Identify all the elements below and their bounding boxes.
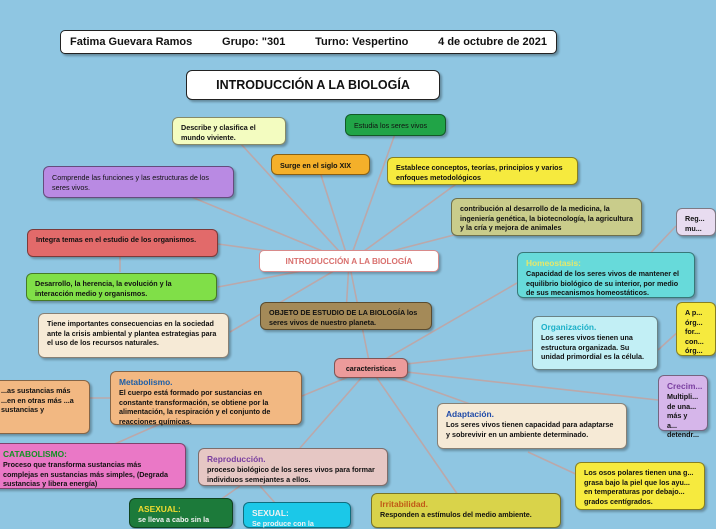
node-adaptacion[interactable] <box>437 403 627 449</box>
node-adaptacion-title: Adaptación. <box>446 409 494 419</box>
node-asexual[interactable] <box>129 498 233 528</box>
node-establece-text: Establece conceptos, teorías, principios y varios enfoques metodológicos <box>396 163 563 182</box>
node-org-example[interactable] <box>676 302 716 356</box>
node-desarrollo-text: Desarrollo, la herencia, la evolución y la interacción medio y organismos. <box>35 279 172 298</box>
node-asexual-text: se lleva a cabo sin la <box>138 515 210 525</box>
node-osos-text: Los osos polares tienen una g... grasa bajo la piel que los ayu... en temperaturas por debajo... grados centígrados. <box>584 468 694 506</box>
connector-crecimiento <box>370 368 658 400</box>
node-caracteristicas[interactable] <box>334 358 408 378</box>
node-sexual[interactable] <box>243 502 351 528</box>
node-crecimiento-text: Multipli... de una... más y a... detendr... <box>667 392 699 440</box>
node-describe[interactable] <box>172 117 286 145</box>
node-organizacion-text: Los seres vivos tienen una estructura organizada. Su unidad primordial es la célula. <box>541 333 645 362</box>
node-reg-text: Reg... mu... <box>685 214 705 233</box>
node-reg[interactable] <box>676 208 716 236</box>
node-org-example-text: A p... órg... for... con... órg... <box>685 308 704 355</box>
node-anabolismo-text: ...as sustancias más ...en en otras más ...a sustancias y <box>1 386 74 414</box>
node-metabolismo[interactable] <box>110 371 302 425</box>
node-osos[interactable] <box>575 462 705 510</box>
node-comprende-text: Comprende las funciones y las estructuras de los seres vivos. <box>52 173 210 192</box>
node-contribucion[interactable] <box>451 198 642 236</box>
node-siglo-text: Surge en el siglo XIX <box>280 161 352 170</box>
node-consecuencias-text: Tiene importantes consecuencias en la sociedad ante la crisis ambiental y plantea estrategias para el uso de los recursos naturales. <box>47 319 217 347</box>
shift-label: Turno: Vespertino <box>315 36 409 48</box>
connector-reproduccion <box>300 368 370 448</box>
page-title: INTRODUCCIÓN A LA BIOLOGÍA <box>186 70 440 100</box>
node-sexual-title: SEXUAL: <box>252 508 289 518</box>
node-organizacion-title: Organización. <box>541 322 597 332</box>
node-asexual-title: ASEXUAL: <box>138 504 181 514</box>
node-organizacion[interactable] <box>532 316 658 370</box>
node-comprende[interactable] <box>43 166 234 198</box>
node-irritabilidad[interactable] <box>371 493 561 528</box>
node-crecimiento[interactable] <box>658 375 708 440</box>
node-integra[interactable] <box>27 229 218 257</box>
node-catabolismo-text: Proceso que transforma sustancias más complejas en sustancias más simples, (Degrada sustancias y libera energía) <box>3 460 168 489</box>
node-crecimiento-title: Crecim... <box>667 381 703 391</box>
connector-describe <box>230 132 352 262</box>
node-catabolismo[interactable] <box>0 443 186 489</box>
group-label: Grupo: "301 <box>222 36 286 48</box>
node-establece[interactable] <box>387 157 578 185</box>
node-caracteristicas-text: caracteristicas <box>345 364 397 373</box>
node-estudia-text: Estudia los seres vivos <box>354 121 428 130</box>
node-describe-text: Describe y clasifica el mundo viviente. <box>181 123 256 142</box>
node-homeostasis[interactable] <box>517 252 695 298</box>
header-bar <box>60 30 557 54</box>
node-irritabilidad-title: Irritabilidad. <box>380 499 428 509</box>
central-topic[interactable]: INTRODUCCIÓN A LA BIOLOGÍA <box>259 250 439 272</box>
node-homeostasis-text: Capacidad de los seres vivos de mantener el equilibrio biológico de su interior, por medio de sus mecanismos homeostáticos. <box>526 269 680 298</box>
date-label: 4 de octubre de 2021 <box>438 36 547 48</box>
connector-siglo <box>320 172 349 262</box>
node-consecuencias[interactable] <box>38 313 229 358</box>
node-anabolismo[interactable] <box>0 380 90 434</box>
node-metabolismo-text: El cuerpo está formado por sustancias en constante transformación, se obtiene por la alimentación, la respiración y el conjunto de reacciones químicas. <box>119 388 271 426</box>
author-name: Fatima Guevara Ramos <box>70 36 193 48</box>
node-reproduccion-title: Reproducción. <box>207 454 266 464</box>
connector-osos <box>528 452 580 476</box>
node-catabolismo-title: CATABOLISMO: <box>3 449 67 459</box>
node-integra-text: Integra temas en el estudio de los organismos. <box>36 235 197 244</box>
node-objeto[interactable] <box>260 302 432 330</box>
node-irritabilidad-text: Responden a estímulos del medio ambiente. <box>380 510 532 520</box>
node-siglo[interactable] <box>271 154 370 175</box>
node-contribucion-text: contribución al desarrollo de la medicina, la ingeniería genética, la biotecnología, la agricultura y la cría y mejora de animales <box>460 204 633 232</box>
node-desarrollo[interactable] <box>26 273 217 301</box>
node-homeostasis-title: Homeostasis: <box>526 258 581 268</box>
node-objeto-text: OBJETO DE ESTUDIO DE LA BIOLOGÍA los seres vivos de nuestro planeta. <box>269 308 418 327</box>
node-estudia[interactable] <box>345 114 446 136</box>
node-adaptacion-text: Los seres vivos tienen capacidad para adaptarse y sobrevivir en un ambiente determinado. <box>446 420 614 439</box>
node-metabolismo-title: Metabolismo. <box>119 377 173 387</box>
node-reproduccion[interactable] <box>198 448 388 486</box>
node-reproduccion-text: proceso biológico de los seres vivos para formar individuos semejantes a ellos. <box>207 465 375 484</box>
node-sexual-text: Se produce con la <box>252 519 314 529</box>
